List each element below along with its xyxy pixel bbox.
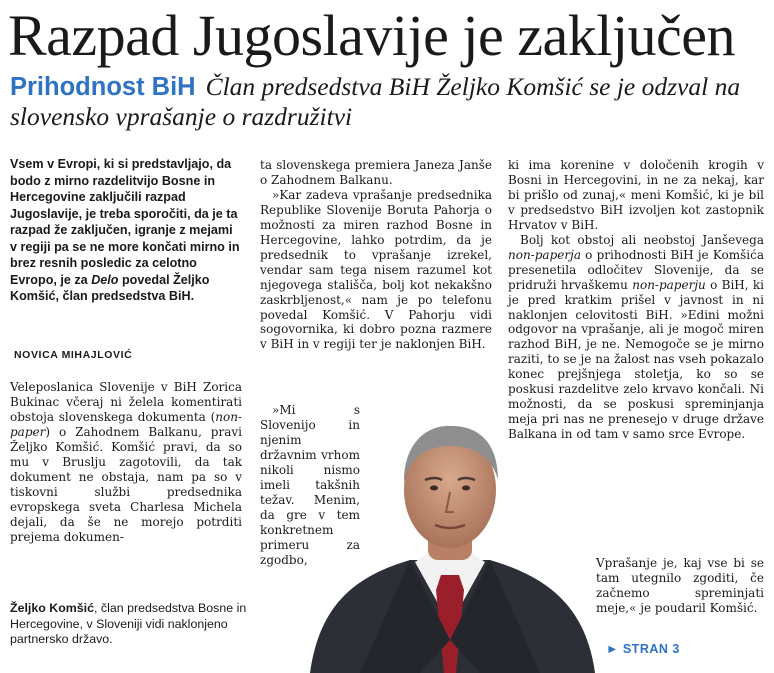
portrait-photo <box>300 410 600 673</box>
col2-paragraph-1: ta slovenskega premiera Janeza Janše o Zahodnem Balkanu. <box>260 158 492 187</box>
lead-brand: Delo <box>91 272 119 287</box>
col3-paragraph-1: ki ima korenine v določenih krogih v Bosni in Hercegovini, in ne za nekaj, kar bi prišlo od zunaj,« meni Komšić, ki je bil v predsedstvo BiH izvoljen kot zastopnik Hrvatov v BiH. <box>508 158 764 232</box>
continued-on-page-link[interactable]: ► STRAN 3 <box>606 642 680 656</box>
byline: NOVICA MIHAJLOVIĆ <box>14 349 133 361</box>
caption-text: , član predsedstva Bosne in Hercegovine, v Sloveniji vidi naklonjeno partnersko državo. <box>10 601 247 646</box>
col2-paragraph-3: »Mi s Slovenijo in njenim državnim vrhom nikoli nismo imeli takšnih težav. Menim, da gre v tem konkretnem primeru za zgodbo, <box>260 403 360 567</box>
section-tag: Prihodnost BiH <box>10 73 196 101</box>
photo-caption <box>10 601 280 648</box>
col1-em: non-paper <box>10 409 242 439</box>
col3-text-a: Bolj kot obstoj ali neobstoj Janševega <box>520 232 764 247</box>
lead-paragraph <box>10 156 242 305</box>
col1-text-a: Veleposlanica Slovenije v BiH Zorica Bukinac včeraj ni želela komentirati obstoja slovenskega dokumenta ( <box>10 380 242 424</box>
column-1 <box>10 380 242 544</box>
caption-name: Željko Komšić <box>10 601 95 615</box>
col2-paragraph-2: »Kar zadeva vprašanje predsednika Republike Slovenije Boruta Pahorja o možnosti za miren razhod Bosne in Hercegovine, lahko potrdim, da je predsednik to vprašanje izrekel, vendar sam tega nisem razumel kot njegovega stališča, bolj kot nekakšno zaskrbljenost,« nam je po telefonu povedal Komšić. V Pahorju vidi sogovornika, ki dobro pozna razmere v BiH in v regiji ter je naklonjen BiH. <box>260 187 492 352</box>
col3-em-2: non-paperju <box>632 277 706 292</box>
deck <box>10 72 760 132</box>
col3-paragraph-3: Vprašanje je, kaj vse bi se tam utegnilo zgoditi, če začnemo spreminjati meje,« je poudaril Komšić. <box>596 556 764 615</box>
col1-text-b: ) o Zahodnem Balkanu, pravi Željko Komšić. Komšić pravi, da so mu v Bruslju zagotovili, da tak dokument ne obstaja, nam pa so v tiskovni službi predsednika evropskega sveta Charlesa Michela dejali, da še ne morejo potrditi prejema dokumen- <box>10 424 242 544</box>
col3-text-b: o prihodnosti BiH je Komšića presenetila odločitev Slovenije, da se pridruži hrvaškemu <box>508 247 764 292</box>
lead-part2: povedal Željko Komšić, član predsedstva BiH. <box>10 272 210 303</box>
column-2 <box>260 158 492 352</box>
col3-em-1: non-paperja <box>508 247 581 262</box>
headline: Razpad Jugoslavije je zaključen <box>8 3 735 68</box>
lead-part1: Vsem v Evropi, ki si predstavljajo, da bodo z mirno razdelitvijo Bosne in Hercegovine zaključili razpad Jugoslavije, je treba sporočiti, da je ta razpad že zaključen, igranje z mejami v regiji pa se ne more končati mirno in brez resnih posledic za celotno Evropo, je za <box>10 157 240 287</box>
deck-text: Član predsedstva BiH Željko Komšić se je odzval na slovensko vprašanje o razdružitvi <box>10 72 741 131</box>
col3-text-c: o BiH, ki je pred kratkim prišel v javnost in ni naklonjen celovitosti BiH. »Edini možni odgovor na vprašanje, ali je mogoč miren razhod BiH, je ne. Nemogoče se je mirno raziti, to se je na žalost nas vseh pokazalo konec prejšnjega stoletja, ko so se poskusi razdelitve zelo krvavo končali. Ni možnosti, da se poskusi spreminjanja meja pri nas ne prenesejo v druge države Balkana in od tam v samo srce Evrope. <box>508 277 764 442</box>
column-3 <box>508 158 764 442</box>
column-3-wrap <box>596 556 764 616</box>
